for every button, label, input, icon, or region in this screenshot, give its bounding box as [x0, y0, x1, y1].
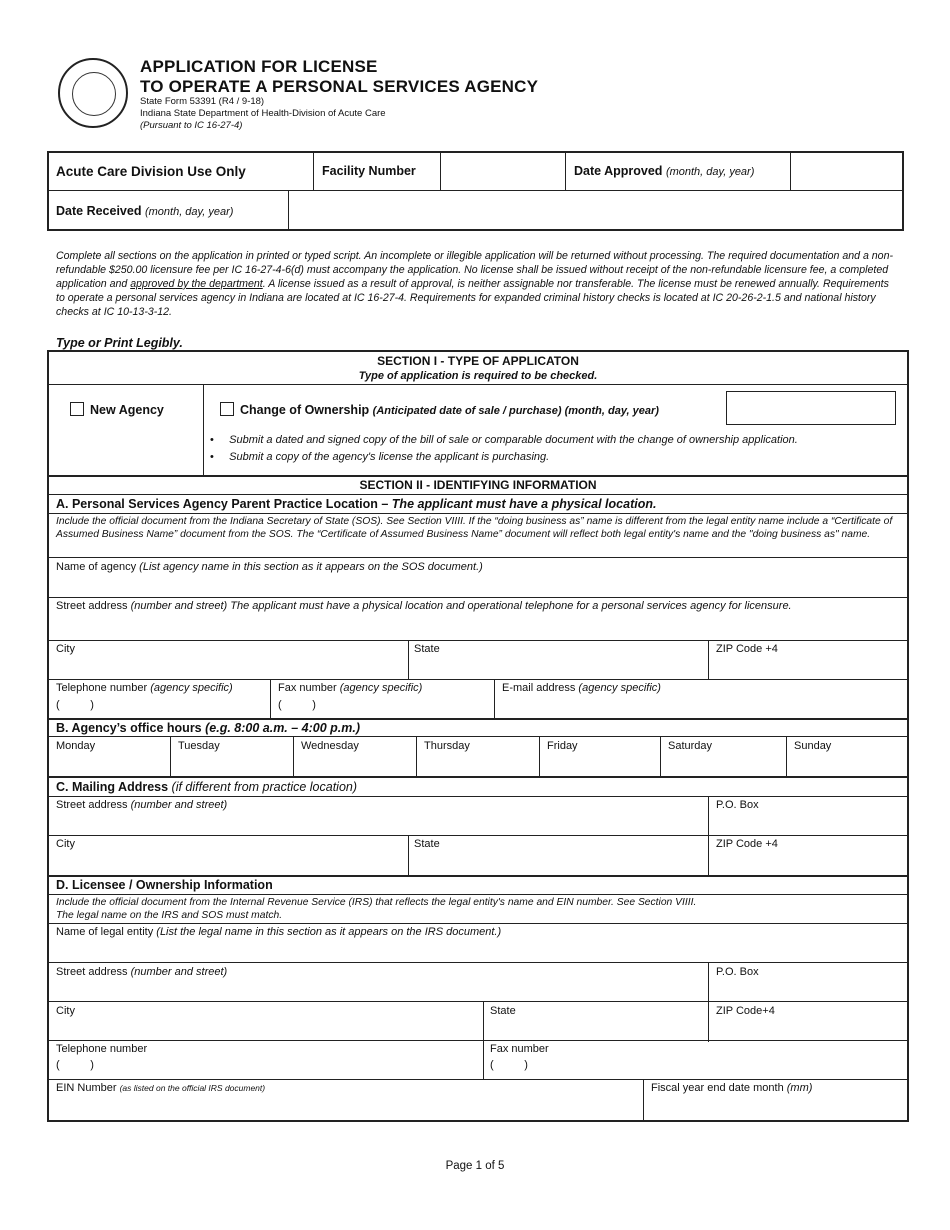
mailing-zip-label: ZIP Code +4: [716, 838, 778, 850]
change-ownership-checkbox[interactable]: [220, 402, 234, 416]
date-approved-label: Date Approved: [574, 164, 663, 178]
section-b-title: B. Agency’s office hours (e.g. 8:00 a.m. – 4:00 p.m.): [56, 721, 361, 735]
facility-number-field[interactable]: [442, 153, 562, 189]
page-number: Page 1 of 5: [445, 1160, 505, 1172]
date-received-hint: (month, day, year): [144, 206, 234, 218]
day-saturday: Saturday: [668, 740, 713, 752]
mailing-po-box-label: P.O. Box: [716, 799, 759, 811]
bullet-license-copy: Submit a copy of the agency's license the applicant is purchasing.: [229, 451, 550, 463]
state-label: State: [414, 643, 440, 655]
day-sunday: Sunday: [794, 740, 832, 752]
day-friday: Friday: [547, 740, 578, 752]
form-title-line1: APPLICATION FOR LICENSE: [140, 57, 378, 76]
street-address-label: Street address (number and street) The applicant must have a physical location and operational telephone for a personal services agency for licensure.: [56, 600, 792, 612]
fax-label: Fax number (agency specific): [278, 682, 423, 694]
department: Indiana State Department of Health-Division of Acute Care: [140, 108, 386, 119]
instructions-paragraph: Complete all sections on the application in printed or typed script. An incomplete or illegible application will be returned without processing. The required documentation and a non-refundable $250.00 licensure fee per IC 16-27-4-6(d) must accompany the application. No license shall be issued without receipt of the non-refundable licensure fee, a completed application and approved by the department. A license issued as a result of approval, is neither assignable nor transferable. The license must be renewed annually. Requirements to operate a personal services agency in Indiana are located at IC 16-27-4. Requirements for expanded criminal history checks is located at IC 20-26-2-1.5 and national history checks at IC 10-13-3-12.: [56, 250, 893, 318]
mailing-city-label: City: [56, 838, 75, 850]
fax-area-code[interactable]: ( ): [278, 699, 316, 711]
telephone-area-code[interactable]: ( ): [56, 699, 94, 711]
date-received-label: Date Received: [56, 204, 142, 218]
new-agency-label: New Agency: [90, 403, 164, 417]
telephone-label: Telephone number (agency specific): [56, 682, 233, 694]
section-c-title: C. Mailing Address (if different from practice location): [56, 780, 358, 794]
licensee-street-label: Street address (number and street): [56, 966, 228, 978]
section1-subtitle: Type of application is required to be checked.: [358, 370, 598, 382]
section-a-title: A. Personal Services Agency Parent Practice Location – The applicant must have a physical location.: [56, 497, 657, 511]
section-d-title: D. Licensee / Ownership Information: [56, 878, 273, 892]
new-agency-checkbox[interactable]: [70, 402, 84, 416]
licensee-telephone-label: Telephone number: [56, 1043, 148, 1055]
date-received-field[interactable]: [290, 192, 902, 229]
date-approved-field[interactable]: [792, 153, 902, 189]
mailing-state-label: State: [414, 838, 440, 850]
day-thursday: Thursday: [424, 740, 470, 752]
city-label: City: [56, 643, 75, 655]
licensee-zip-label: ZIP Code+4: [716, 1005, 775, 1017]
section-d-note2: The legal name on the IRS and SOS must match.: [56, 910, 283, 921]
agency-name-label: Name of agency (List agency name in this section as it appears on the SOS document.): [56, 561, 483, 573]
fiscal-year-label: Fiscal year end date month (mm): [651, 1082, 813, 1094]
section1-title: SECTION I - TYPE OF APPLICATON: [377, 354, 579, 368]
agency-name-field[interactable]: [50, 574, 906, 596]
bullet-bill-of-sale: Submit a dated and signed copy of the bill of sale or comparable document with the change of ownership application.: [229, 434, 798, 446]
section2-title: SECTION II - IDENTIFYING INFORMATION: [359, 478, 597, 492]
street-address-field[interactable]: [50, 614, 906, 636]
pursuant: (Pursuant to IC 16-27-4): [140, 120, 243, 131]
section-a-note: Include the official document from the Indiana Secretary of State (SOS). See Section VIIII. If the “doing business as” name is different from the legal entity name include a “Certificate of Assumed Business Name” document from the SOS. The “Certificate of Assumed Business Name” document will reflect both legal entity's name and the "doing business as" name.: [56, 516, 893, 540]
licensee-telephone-area-code[interactable]: ( ): [56, 1059, 94, 1071]
day-wednesday: Wednesday: [301, 740, 359, 752]
form-title-line2: TO OPERATE A PERSONAL SERVICES AGENCY: [140, 77, 539, 96]
email-label: E-mail address (agency specific): [502, 682, 661, 694]
state-seal: [58, 58, 128, 128]
licensee-po-box-label: P.O. Box: [716, 966, 759, 978]
mailing-street-label: Street address (number and street): [56, 799, 228, 811]
acute-care-label: Acute Care Division Use Only: [56, 164, 246, 179]
day-tuesday: Tuesday: [178, 740, 220, 752]
facility-number-label: Facility Number: [322, 164, 416, 178]
date-approved-hint: (month, day, year): [665, 166, 755, 178]
type-print-note: Type or Print Legibly.: [56, 336, 183, 350]
licensee-state-label: State: [490, 1005, 516, 1017]
licensee-city-label: City: [56, 1005, 75, 1017]
ein-label: EIN Number (as listed on the official IRS document): [56, 1082, 266, 1094]
form-number: State Form 53391 (R4 / 9-18): [140, 96, 265, 107]
zip-label: ZIP Code +4: [716, 643, 778, 655]
licensee-fax-area-code[interactable]: ( ): [490, 1059, 528, 1071]
legal-entity-label: Name of legal entity (List the legal name in this section as it appears on the IRS document.): [56, 926, 502, 938]
change-ownership-label: Change of Ownership: [240, 403, 370, 417]
change-ownership-hint: (Anticipated date of sale / purchase) (month, day, year): [372, 405, 659, 417]
section-d-note1: Include the official document from the Internal Revenue Service (IRS) that reflects the legal entity's name and EIN number. See Section VIIII.: [56, 897, 697, 908]
sale-date-input[interactable]: [726, 391, 896, 425]
day-monday: Monday: [56, 740, 96, 752]
licensee-fax-label: Fax number: [490, 1043, 549, 1055]
